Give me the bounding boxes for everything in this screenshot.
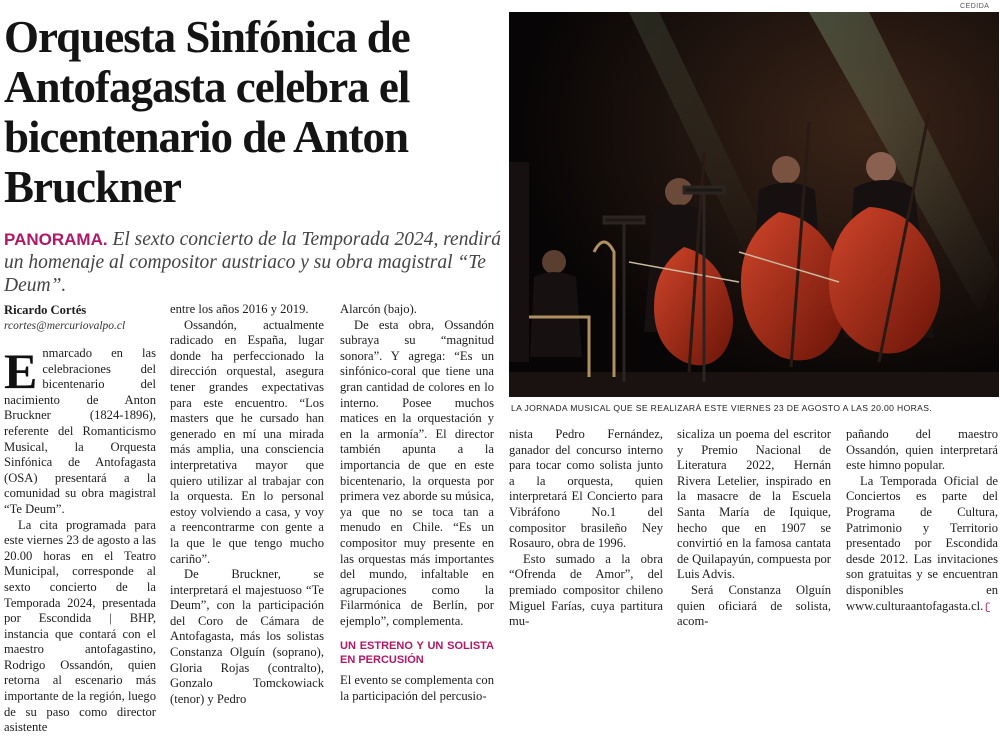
paragraph: [846, 474, 998, 615]
concert-photo: [509, 12, 999, 397]
lead-paragraph: nmarcado en las celebraciones del bicentenario del nacimiento de Anton Bruckner (1824-1896), referente del Romanticismo Musical, la Orquesta Sinfónica de Antofagasta (OSA) presentará a la comunidad su obra magistral “Te Deum”.: [4, 346, 156, 516]
deck: [4, 228, 504, 297]
paragraph: La cita programada para este viernes 23 de agosto a las 20.00 horas en el Teatro Municipal, corresponde al sexto concierto de la Temporada 2024, presentada por Escondida | BHP, instancia que contará con el maestro antofagastino, Rodrigo Ossandón, quien retorna al escenario más importante de la región, luego de su paso como director asistente: [4, 517, 156, 735]
paragraph: nista Pedro Fernández, ganador del concurso interno para tocar como solista junto a la orquesta, quien interpretará El Concierto para Vibráfono No.1 del compositor brasileño Ney Rosauro, obra de 1996.: [509, 427, 663, 551]
headline: Orquesta Sinfónica de Antofagasta celebra el bicentenario de Anton Bruckner: [4, 12, 410, 212]
paragraph: De Bruckner, se interpretará el majestuoso “Te Deum”, con la participación del Coro de Cámara de Antofagasta, más los solistas Constanza Olguín (soprano), Gloria Rojas (contralto), Gonzalo Tomckowiack (tenor) y Pedro: [170, 567, 324, 706]
byline-email: rcortes@mercuriovalpo.cl: [4, 320, 126, 332]
section-kicker: PANORAMA.: [4, 230, 108, 249]
end-mark-icon: ʗ: [985, 601, 991, 613]
photo-credit: CEDIDA: [960, 3, 990, 10]
paragraph: El evento se complementa con la participación del percusio-: [340, 673, 494, 704]
paragraph: Será Constanza Olguín quien oficiará de solista, acom-: [677, 582, 831, 629]
dropcap: E: [4, 343, 38, 399]
photo-caption: LA JORNADA MUSICAL QUE SE REALIZARÁ ESTE VIERNES 23 DE AGOSTO A LAS 20.00 HORAS.: [511, 403, 933, 413]
deck-text: El sexto concierto de la Temporada 2024, rendirá un homenaje al compositor austriaco y su obra magistral “Te Deum”.: [4, 229, 501, 296]
subheading: UN ESTRENO Y UN SOLISTA EN PERCUSIÓN: [340, 640, 494, 667]
column-6: [846, 427, 998, 615]
concert-illustration: [509, 12, 999, 397]
closing-text: La Temporada Oficial de Conciertos es parte del Programa de Cultura, Patrimonio y Territorio presentado por Escondida desde 2012. Las invitaciones son gratuitas y se encuentran disponibles en www.culturaantofagasta.cl.: [846, 473, 998, 613]
paragraph: Esto sumado a la obra “Ofrenda de Amor”, del premiado compositor chileno Miguel Farías, cuya partitura mu-: [509, 551, 663, 629]
column-2: [170, 302, 324, 707]
column-4: [509, 427, 663, 630]
column-3: [340, 302, 494, 705]
paragraph: Alarcón (bajo).: [340, 302, 417, 316]
paragraph: sicaliza un poema del escritor y Premio Nacional de Literatura 2022, Hernán Rivera Letelier, inspirado en la masacre de la Escuela Santa María de Iquique, hecho que en 1907 se convirtió en la famosa cantata de Quilapayún, compuesta por Luis Advis.: [677, 427, 831, 582]
paragraph: Ossandón, actualmente radicado en España, lugar donde ha perfeccionado la dirección orquestal, asegura tener grandes expectativas para este encuentro. “Los masters que he cursado han generado en mí una mirada más amplia, una consciencia interpretativa mayor que quiero utilizar al trabajar con la orquesta. En lo personal estoy volviendo a casa, y voy a reencontrarme con gente a la que le que tengo mucho cariño”.: [170, 317, 324, 566]
column-5: [677, 427, 831, 630]
paragraph: De esta obra, Ossandón subraya su “magnitud sonora”. Y agrega: “Es un sinfónico-coral que tiene una gran cantidad de colores en lo interno. Posee muchos matices en la orquestación y en la armonía”. El director también apunta a la importancia de que en este bicentenario, la orquesta por primera vez aborde su música, ya que no se toca tan a menudo en Chile. “Es un compositor muy presente en las orquestas más importantes del mundo, infaltable en agrupaciones como la Filarmónica de Berlín, por ejemplo”, complementa.: [340, 317, 494, 628]
column-1: [4, 302, 156, 736]
paragraph: pañando del maestro Ossandón, quien interpretará este himno popular.: [846, 427, 998, 473]
paragraph: entre los años 2016 y 2019.: [170, 302, 309, 316]
byline-author: Ricardo Cortés: [4, 303, 87, 317]
